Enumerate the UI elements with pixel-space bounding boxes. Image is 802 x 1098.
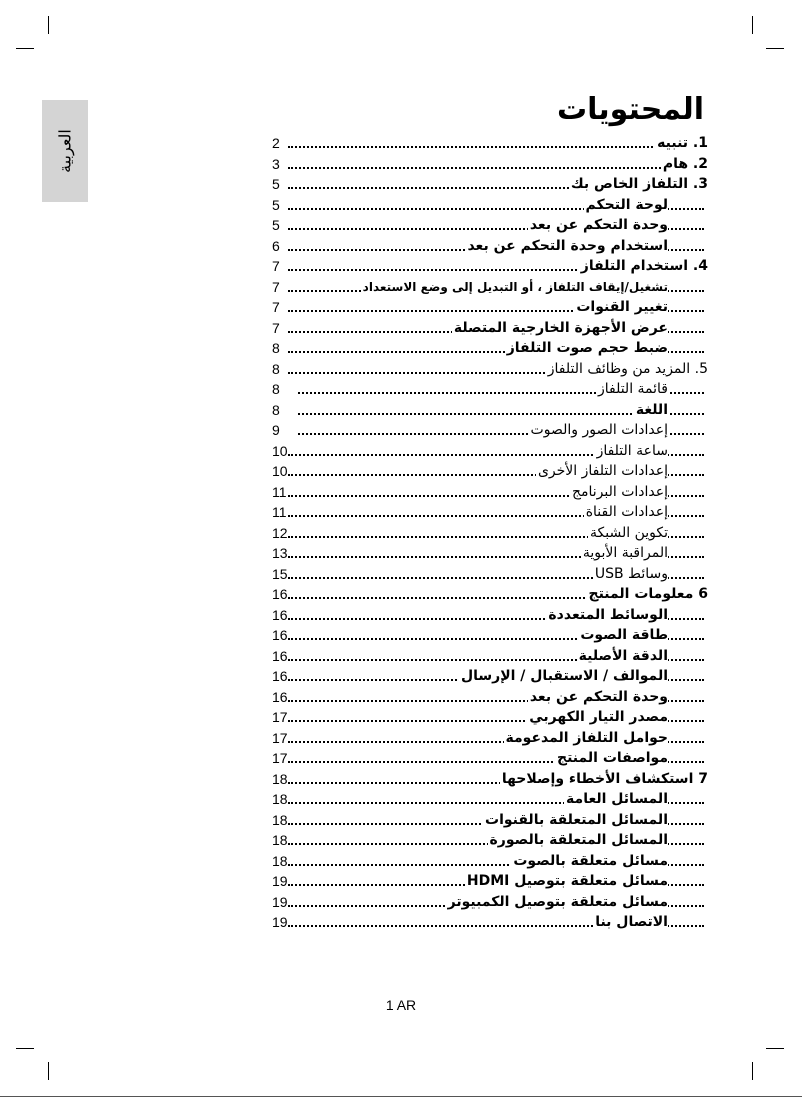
toc-label: ضبط حجم صوت التلفاز <box>505 338 668 359</box>
toc-page-number: 15 <box>272 565 288 582</box>
toc-label: قائمة التلفاز <box>596 379 668 400</box>
dot-leader <box>288 146 704 148</box>
toc-label: 5. المزيد من وظائف التلفاز <box>546 359 708 380</box>
toc-page-number: 7 <box>272 299 280 315</box>
toc-entry[interactable] <box>272 297 708 318</box>
toc-label: إعدادات البرنامج <box>570 482 668 503</box>
toc-label: مسائل متعلقة بالصوت <box>511 851 668 872</box>
table-of-contents <box>272 133 708 933</box>
toc-entry[interactable] <box>272 912 708 933</box>
toc-page-number: 16 <box>272 606 288 623</box>
toc-entry[interactable] <box>272 379 708 400</box>
toc-label: وحدة التحكم عن بعد <box>528 215 668 236</box>
toc-entry[interactable] <box>272 195 708 216</box>
language-tab <box>42 100 88 202</box>
toc-label: مواصفات المنتج <box>555 748 668 769</box>
toc-page-number: 5 <box>272 196 280 213</box>
toc-page-number: 16 <box>272 647 288 664</box>
crop-mark <box>16 1048 34 1049</box>
toc-entry[interactable] <box>272 871 708 892</box>
toc-page-number: 8 <box>272 401 280 418</box>
dot-leader <box>288 167 704 169</box>
toc-label: وسائط USB <box>593 564 668 585</box>
toc-entry[interactable] <box>272 461 708 482</box>
toc-label: لوحة التحكم <box>584 195 668 216</box>
bottom-rule <box>0 1096 802 1097</box>
toc-page-number: 5 <box>272 217 280 233</box>
toc-entry[interactable] <box>272 810 708 831</box>
toc-entry[interactable] <box>272 851 708 872</box>
toc-page-number: 8 <box>272 381 280 397</box>
toc-label: المسائل العامة <box>564 789 668 810</box>
toc-entry[interactable] <box>272 605 708 626</box>
toc-page-number: 18 <box>272 791 288 807</box>
toc-label: إعدادات التلفاز الأخرى <box>536 461 668 482</box>
toc-page-number: 19 <box>272 873 288 889</box>
toc-entry[interactable] <box>272 687 708 708</box>
toc-label: اللغة <box>634 400 668 421</box>
toc-page-number: 16 <box>272 668 288 684</box>
toc-entry[interactable] <box>272 174 708 195</box>
toc-page-number: 9 <box>272 422 280 438</box>
toc-label: المسائل المتعلقة بالصورة <box>488 830 668 851</box>
toc-label: 4. استخدام التلفاز <box>579 256 708 277</box>
toc-page-number: 7 <box>272 319 280 336</box>
toc-entry[interactable] <box>272 215 708 236</box>
toc-entry[interactable] <box>272 236 708 257</box>
crop-mark <box>752 1062 753 1080</box>
toc-label: تغيير القنوات <box>574 297 668 318</box>
toc-label: إعدادات القناة <box>584 502 668 523</box>
crop-mark <box>752 16 753 34</box>
toc-label: إعدادات الصور والصوت <box>529 420 668 441</box>
page-title: المحتويات <box>556 92 704 127</box>
toc-page-number: 3 <box>272 155 280 172</box>
toc-label: استخدام وحدة التحكم عن بعد <box>465 236 668 257</box>
toc-entry[interactable] <box>272 441 708 462</box>
toc-label: تشغيل/إيقاف التلفاز ، أو التبديل إلى وضع الاستعداد <box>361 277 668 298</box>
toc-entry[interactable] <box>272 707 708 728</box>
toc-entry[interactable] <box>272 400 708 421</box>
toc-entry[interactable] <box>272 420 708 441</box>
crop-mark <box>48 16 49 34</box>
crop-mark <box>766 48 784 49</box>
toc-page-number: 6 <box>272 237 280 254</box>
toc-label: طاقة الصوت <box>578 625 668 646</box>
toc-page-number: 18 <box>272 811 288 828</box>
toc-label: الوسائط المتعددة <box>546 605 668 626</box>
toc-page-number: 16 <box>272 627 288 643</box>
toc-page-number: 16 <box>272 586 288 602</box>
toc-page-number: 7 <box>272 258 280 274</box>
toc-label: الموالف / الاستقبال / الإرسال <box>459 666 668 687</box>
toc-page-number: 18 <box>272 852 288 869</box>
toc-label: المسائل المتعلقة بالقنوات <box>483 810 668 831</box>
toc-page-number: 12 <box>272 524 288 541</box>
toc-page-number: 5 <box>272 176 280 192</box>
toc-label: تكوين الشبكة <box>588 523 668 544</box>
toc-page-number: 2 <box>272 135 280 151</box>
toc-entry[interactable] <box>272 318 708 339</box>
toc-page-number: 17 <box>272 750 288 766</box>
toc-entry[interactable] <box>272 256 708 277</box>
toc-entry[interactable] <box>272 830 708 851</box>
toc-page-number: 16 <box>272 688 288 705</box>
toc-entry[interactable] <box>272 564 708 585</box>
toc-entry[interactable] <box>272 482 708 503</box>
toc-entry[interactable] <box>272 625 708 646</box>
toc-entry[interactable] <box>272 789 708 810</box>
toc-page-number: 8 <box>272 360 280 377</box>
page-footer: 1 AR <box>385 997 417 1013</box>
toc-label: 2. هام <box>661 154 708 175</box>
toc-label: الدقة الأصلية <box>577 646 668 667</box>
toc-page-number: 11 <box>272 483 287 500</box>
toc-entry[interactable] <box>272 277 708 298</box>
toc-entry[interactable] <box>272 133 708 154</box>
toc-label: مصدر التيار الكهربي <box>527 707 668 728</box>
toc-label: 7 استكشاف الأخطاء وإصلاحها <box>500 769 708 790</box>
toc-entry[interactable] <box>272 666 708 687</box>
toc-page-number: 8 <box>272 340 280 356</box>
toc-entry[interactable] <box>272 748 708 769</box>
toc-entry[interactable] <box>272 502 708 523</box>
toc-page-number: 10 <box>272 442 288 459</box>
toc-entry[interactable] <box>272 523 708 544</box>
toc-page-number: 10 <box>272 463 288 479</box>
toc-page-number: 19 <box>272 893 288 910</box>
toc-entry[interactable] <box>272 154 708 175</box>
crop-mark <box>766 1048 784 1049</box>
toc-label: عرض الأجهزة الخارجية المتصلة <box>452 318 668 339</box>
toc-page-number: 17 <box>272 709 288 725</box>
toc-entry[interactable] <box>272 728 708 749</box>
toc-label: 6 معلومات المنتج <box>586 584 708 605</box>
toc-page-number: 17 <box>272 729 288 746</box>
crop-mark <box>48 1062 49 1080</box>
toc-entry[interactable] <box>272 646 708 667</box>
toc-page-number: 19 <box>272 914 288 930</box>
toc-entry[interactable] <box>272 769 708 790</box>
toc-page-number: 18 <box>272 770 288 787</box>
toc-entry[interactable] <box>272 338 708 359</box>
toc-entry[interactable] <box>272 543 708 564</box>
toc-page-number: 13 <box>272 545 288 561</box>
toc-entry[interactable] <box>272 892 708 913</box>
toc-label: 1. تنبيه <box>655 133 708 154</box>
toc-label: مسائل متعلقة بتوصيل HDMI <box>465 871 668 892</box>
toc-entry[interactable] <box>272 584 708 605</box>
toc-page-number: 7 <box>272 278 280 295</box>
toc-label: الاتصال بنا <box>593 912 668 933</box>
crop-mark <box>16 48 34 49</box>
language-tab-label: العربية <box>55 129 75 173</box>
toc-label: 3. التلفاز الخاص بك <box>569 174 708 195</box>
toc-label: وحدة التحكم عن بعد <box>528 687 668 708</box>
toc-label: ساعة التلفاز <box>595 441 668 462</box>
toc-label: حوامل التلفاز المدعومة <box>504 728 668 749</box>
toc-page-number: 11 <box>272 504 287 520</box>
toc-page-number: 18 <box>272 832 288 848</box>
toc-label: المراقبة الأبوية <box>581 543 668 564</box>
toc-label: مسائل متعلقة بتوصيل الكمبيوتر <box>446 892 668 913</box>
toc-entry[interactable] <box>272 359 708 380</box>
